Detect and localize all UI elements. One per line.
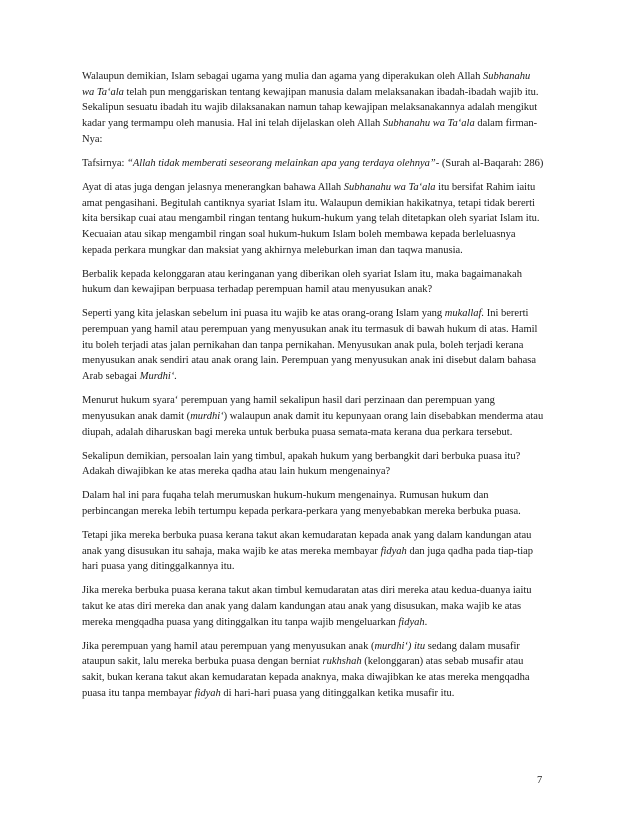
italic-text: Subhanahu wa Ta‘ala — [343, 181, 436, 193]
text-segment: di hari-hari puasa yang ditinggalkan ketika musafir itu. — [220, 687, 455, 699]
text-segment: telah pun menggariskan tentang kewajipan manusia dalam melaksanakan ibadah-ibadah wajib itu. Sekalipun sesuatu ibadah itu wajib dilaksanakan namun tahap kewajipan melaksanakannya adalah mengikut kadar yang termampu oleh manusia. Hal ini telah dijelaskan oleh Allah — [82, 86, 539, 130]
text-segment: dalam firman-Nya: — [82, 118, 538, 145]
text-segment: sedang dalam musafir ataupun sakit, lalu mereka berbuka puasa dengan berniat — [82, 640, 520, 668]
text-segment: Ayat di atas juga dengan jelasnya menerangkan bahawa Allah — [82, 181, 344, 193]
paragraph — [82, 306, 544, 385]
italic-text: rukhshah — [322, 656, 362, 668]
italic-text: fidyah — [398, 616, 425, 628]
document-body — [82, 69, 544, 710]
text-segment: Walaupun demikian, Islam sebagai ugama yang mulia dan agama yang diperakukan oleh Allah — [82, 71, 483, 82]
paragraph — [82, 69, 544, 148]
italic-text: Subhanahu wa Ta‘ala — [82, 71, 531, 98]
italic-text: fidyah — [380, 545, 407, 557]
text-segment: Seperti yang kita jelaskan sebelum ini puasa itu wajib ke atas orang-orang Islam yang — [82, 308, 445, 320]
italic-text: murdhi‘) itu — [374, 640, 426, 652]
text-segment: . — [424, 616, 428, 628]
page-number: 7 — [537, 775, 543, 786]
text-segment: Berbalik kepada kelonggaran atau keringanan yang diberikan oleh syariat Islam itu, maka bagaimanakah hukum dan kewajipan berpuasa terhadap perempuan hamil atau menyusukan anak? — [82, 268, 522, 296]
paragraph — [82, 267, 544, 298]
paragraph — [82, 488, 544, 519]
paragraph — [82, 180, 544, 259]
paragraph — [82, 393, 544, 440]
paragraph — [82, 639, 544, 702]
text-segment: (kelonggaran) atas sebab musafir atau sakit, bukan kerana takut akan kemudaratan kepada anaknya, maka diwajibkan ke atas mereka mengqadha puasa itu tanpa membayar — [82, 656, 530, 699]
text-segment: itu bersifat Rahim iaitu amat pengasihani. Begitulah cantiknya syariat Islam itu. Walaupun demikian hakikatnya, tetapi tidak bererti kita bersikap cuai atau mengambil ringan tentang hukum-hukum yang telah ditetapkan oleh syariat Islam itu. Kecuaian atau sikap mengambil ringan soal hukum-hukum Islam boleh membawa kepada berleluasnya kepada perkara mungkar dan maksiat yang akhirnya meleburkan iman dan taqwa manusia. — [82, 181, 540, 256]
italic-text: mukallaf. — [444, 308, 485, 320]
text-segment: Jika mereka berbuka puasa kerana takut akan timbul kemudaratan atas diri mereka atau kedua-duanya iaitu takut ke atas diri mereka dan anak yang dalam kandungan atau anak yang disusukan, maka wajib ke atas mereka mengqadha puasa yang ditinggalkan itu tanpa wajib mengeluarkan — [82, 585, 532, 628]
text-segment: ) walaupun anak damit itu kepunyaan orang lain disebabkan menderma atau diupah, adalah diharuskan bagi mereka untuk berbuka puasa semata-mata kerana dua perkara tersebut. — [82, 410, 544, 438]
paragraph — [82, 583, 544, 630]
text-segment: Menurut hukum syara‘ perempuan yang hamil sekalipun hasil dari perzinaan dan perempuan yang menyusukan anak damit ( — [82, 395, 495, 422]
italic-text: Subhanahu wa Ta‘ala — [382, 118, 475, 130]
text-segment: Sekalipun demikian, persoalan lain yang timbul, apakah hukum yang berbangkit dari berbuka puasa itu? Adakah diwajibkan ke atas mereka qadha atau lain hukum mengenainya? — [82, 450, 521, 478]
italic-text: fidyah — [194, 687, 221, 699]
text-segment: Dalam hal ini para fuqaha telah merumuskan hukum-hukum mengenainya. Rumusan hukum dan perbincangan mereka lebih tertumpu kepada perkara-perkara yang menyebabkan mereka berbuka puasa. — [82, 490, 521, 517]
text-segment: Tetapi jika mereka berbuka puasa kerana takut akan kemudaratan kepada anak yang dalam kandungan atau anak yang disusukan itu sahaja, maka wajib ke atas mereka membayar — [82, 529, 532, 557]
italic-text: Murdhi‘. — [139, 371, 177, 383]
text-segment: dan juga qadha pada tiap-tiap hari puasa yang ditinggalkannya itu. — [82, 545, 534, 573]
paragraph — [82, 449, 544, 480]
text-segment: Jika perempuan yang hamil atau perempuan yang menyusukan anak ( — [82, 640, 375, 652]
text-segment: Ini bererti perempuan yang hamil atau perempuan yang menyusukan anak itu termasuk di bawah hukum di atas. Hamil itu boleh terjadi atas jalan pernikahan dan tanpa pernikahan. Menyusukan anak pula, boleh terjadi kerana menyusukan anak sendiri atau anak orang lain. Perempuan yang menyusukan anak ini disebut dalam bahasa Arab sebagai — [82, 308, 538, 383]
paragraph — [82, 528, 544, 575]
italic-text: murdhi‘ — [190, 410, 224, 422]
paragraph — [82, 156, 544, 172]
italic-text: “Allah tidak memberati seseorang melainkan apa yang terdaya olehnya” — [127, 157, 436, 169]
text-segment: Tafsirnya: — [82, 157, 128, 169]
text-segment: - (Surah al-Baqarah: 286) — [435, 157, 544, 169]
